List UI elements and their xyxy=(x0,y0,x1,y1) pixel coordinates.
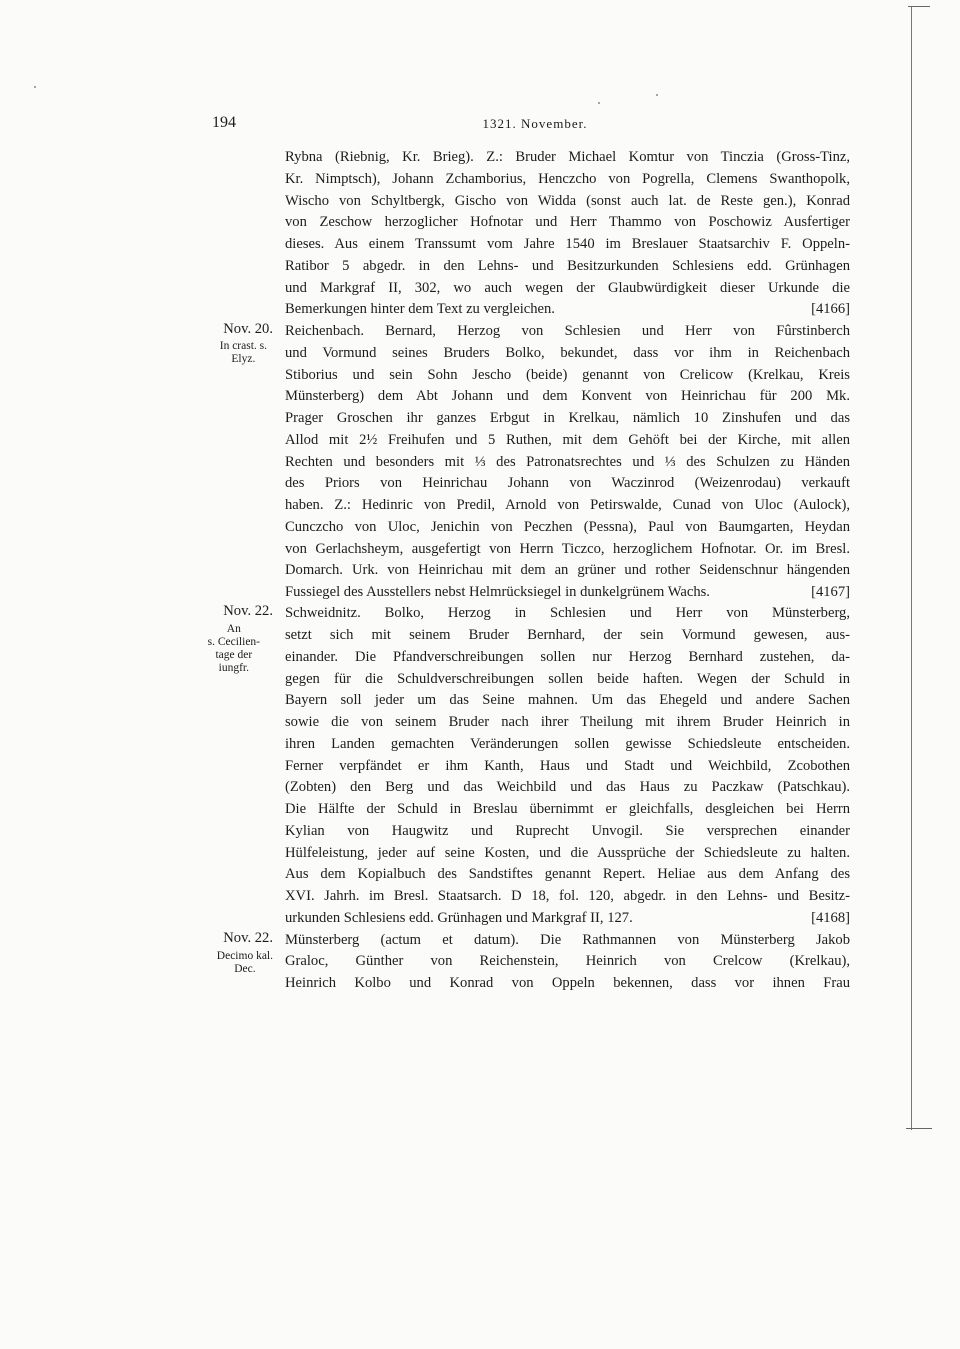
text-line: Ratibor 5 abgedr. in den Lehns- und Besitzurkunden Schlesiens edd. Grünhagen xyxy=(285,258,850,274)
text-line: Allod mit 2½ Freihufen und 5 Ruthen, mit dem Gehöft bei der Kirche, mit allen xyxy=(285,432,850,448)
margin-date: Nov. 22. xyxy=(223,930,273,946)
text-line: setzt sich mit seinem Bruder Bernhard, der sein Vormund gewesen, aus- xyxy=(285,627,850,643)
text-line xyxy=(285,582,850,603)
text-line: Prager Groschen ihr ganzes Erbgut in Krelkau, nämlich 10 Zinshufen und das xyxy=(285,410,850,426)
running-head: 1321. November. xyxy=(482,116,588,131)
text-line: Aus dem Kopialbuch des Sandstiftes genannt Repert. Heliae aus dem Anfang des xyxy=(285,866,850,882)
binding-line xyxy=(911,6,912,1130)
text-line: Kr. Nimptsch), Johann Zchamborius, Henczcho von Pogrella, Clemens Swanthopolk, xyxy=(285,171,850,187)
text-line: und Vormund seines Bruders Bolko, bekundet, dass vor ihm in Reichenbach xyxy=(285,345,850,361)
text-line: Rybna (Riebnig, Kr. Brieg). Z.: Bruder Michael Komtur von Tinczia (Gross-Tinz, xyxy=(285,149,850,165)
binding-bottom xyxy=(906,1128,932,1129)
margin-note-line: tage der xyxy=(215,649,253,661)
margin-date: Nov. 20. xyxy=(223,321,273,337)
text-line: Hülfeleistung, jeder auf seine Kosten, und die Aussprüche der Schiedsleute zu halten. xyxy=(285,845,850,861)
text-line: Wischo von Schyltbergk, Gischo von Widda (sonst auch lat. de Reste gen.), Konrad xyxy=(285,193,850,209)
text-line: Cunczcho von Uloc, Jenichin von Peczhen (Pessna), Paul von Baumgarten, Heydan xyxy=(285,519,850,535)
page-number: 194 xyxy=(212,114,236,131)
text-line: des Priors von Heinrichau Johann von Waczinrod (Weizenrodau) verkauft xyxy=(285,475,850,491)
margin-note-line: Elyz. xyxy=(231,353,256,365)
text-line: Schweidnitz. Bolko, Herzog in Schlesien und Herr von Münsterberg, xyxy=(285,605,850,621)
text-line: von Gerlachsheym, ausgefertigt von Herrn Ticzco, herzoglichem Hofnotar. Or. im Bresl. xyxy=(285,541,850,557)
margin-note xyxy=(217,950,273,976)
text-line: Münsterberg) dem Abt Johann und dem Konvent von Heinrichau für 200 Mk. xyxy=(285,388,850,404)
text-line: Ferner verpfändet er ihm Kanth, Haus und Stadt und Weichbild, Zcobothen xyxy=(285,758,850,774)
entry-reference: [4167] xyxy=(811,584,850,600)
text-line: Bayern soll jeder um das Seine mahnen. Um das Ehegeld und andere Sachen xyxy=(285,692,850,708)
text-line: (Zobten) den Berg und das Weichbild und das Haus zu Paczkaw (Patschkau). xyxy=(285,779,850,795)
text-line: Die Hälfte der Schuld in Breslau übernimmt er gleichfalls, desgleichen bei Herrn xyxy=(285,801,850,817)
text-line: von Zeschow herzoglicher Hofnotar und Herr Thammo von Poschowiz Ausfertiger xyxy=(285,214,850,230)
text-line: dieses. Aus einem Transsumt vom Jahre 1540 im Breslauer Staatsarchiv F. Oppeln- xyxy=(285,236,850,252)
text-line: einander. Die Pfandverschreibungen sollen nur Herzog Bernhard zustehen, da- xyxy=(285,649,850,665)
margin-note-line: Dec. xyxy=(234,963,256,975)
text-line xyxy=(285,299,850,320)
text-line: gegen für die Schuldverschreibungen sollen beide haften. Wegen der Schuld in xyxy=(285,671,850,687)
text-line: Rechten und besonders mit ⅓ des Patronatsrechtes und ⅓ des Schulzen zu Händen xyxy=(285,454,850,470)
margin-note-line: In crast. s. xyxy=(219,340,267,352)
text-line-content: urkunden Schlesiens edd. Grünhagen und Markgraf II, 127. xyxy=(285,910,633,926)
text-line: haben. Z.: Hedinric von Predil, Arnold von Petirswalde, Cunad von Uloc (Aulock), xyxy=(285,497,850,513)
text-line-content: Fussiegel des Ausstellers nebst Helmrücksiegel in dunkelgrünem Wachs. xyxy=(285,584,710,600)
margin-date: Nov. 22. xyxy=(223,603,273,619)
text-line: Domarch. Urk. von Heinrichau mit dem an grüner und rother Seidenschnur hängenden xyxy=(285,562,850,578)
speck xyxy=(598,102,600,104)
text-line: Graloc, Günther von Reichenstein, Heinrich von Crelcow (Krelkau), xyxy=(285,953,850,969)
margin-note-line: iungfr. xyxy=(218,662,249,674)
speck xyxy=(34,86,36,88)
entry-reference: [4166] xyxy=(811,301,850,317)
text-line: Kylian von Haugwitz und Ruprecht Unvogil. Sie versprechen einander xyxy=(285,823,850,839)
text-line: Stiborius und sein Sohn Jescho (beide) genannt von Crelicow (Krelkau, Kreis xyxy=(285,367,850,383)
binding-top xyxy=(908,6,930,7)
text-line: Heinrich Kolbo und Konrad von Oppeln bekennen, dass vor ihnen Frau xyxy=(285,975,850,991)
text-line: Reichenbach. Bernard, Herzog von Schlesien und Herr von Fûrstinberch xyxy=(285,323,850,339)
margin-note-line: Decimo kal. xyxy=(216,950,273,962)
text-line: und Markgraf II, 302, wo auch wegen der Glaubwürdigkeit dieser Urkunde die xyxy=(285,280,850,296)
entry-reference: [4168] xyxy=(811,910,850,926)
margin-note-line: s. Cecilien- xyxy=(207,636,260,648)
text-line: XVI. Jahrh. im Bresl. Staatsarch. D 18, fol. 120, abgedr. in den Lehns- und Besitz- xyxy=(285,888,850,904)
margin-note xyxy=(220,340,267,366)
text-line: sowie die von seinem Bruder nach ihrer Theilung mit ihrem Bruder Heinrich in xyxy=(285,714,850,730)
text-line: Münsterberg (actum et datum). Die Rathmannen von Münsterberg Jakob xyxy=(285,932,850,948)
speck xyxy=(656,94,658,96)
text-line: ihren Landen gemachten Veränderungen sollen gewisse Schiedsleute entscheiden. xyxy=(285,736,850,752)
margin-note xyxy=(208,623,260,675)
text-line-content: Bemerkungen hinter dem Text zu vergleichen. xyxy=(285,301,555,317)
margin-note-line: An xyxy=(226,623,241,635)
text-line xyxy=(285,908,850,929)
